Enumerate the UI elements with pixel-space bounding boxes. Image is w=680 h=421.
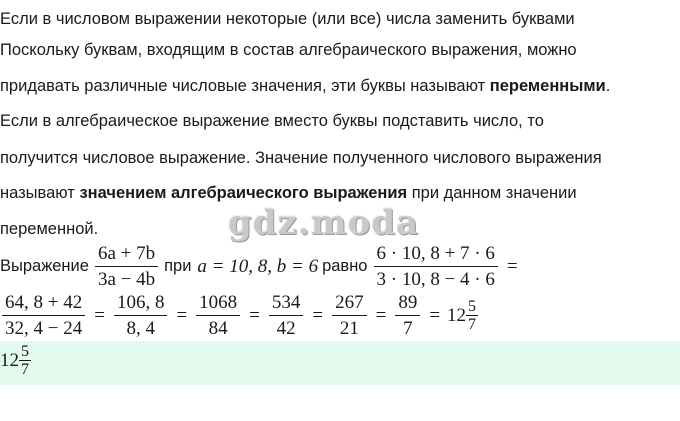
step-fraction-5 — [332, 292, 367, 339]
mixed-number-fraction — [466, 298, 478, 333]
text-line-5: получится числовое выражение. Значение полученного числового выражения — [0, 149, 602, 167]
example-word-equals: равно — [322, 257, 368, 275]
equals-sign: = — [249, 304, 260, 326]
step-fraction-2 — [114, 292, 168, 339]
step-fraction-3 — [196, 292, 240, 339]
expression-denominator: 3a − 4b — [97, 269, 156, 290]
example-row — [0, 243, 525, 290]
watermark-logo: gdz.moda — [228, 203, 420, 243]
step-3-numerator: 1068 — [196, 292, 240, 316]
example-condition: a = 10, 8, b = 6 — [197, 255, 319, 277]
term-expression-value: значением алгебраического выражения — [79, 184, 408, 202]
text-line-1: Если в числовом выражении некоторые (или все) числа заменить буквами — [0, 10, 575, 28]
substituted-denominator: 3 · 10, 8 − 4 · 6 — [376, 269, 495, 290]
term-variables: переменными — [489, 77, 606, 95]
substituted-fraction — [374, 243, 498, 290]
text-line-6-start: называют — [0, 184, 80, 202]
equals-sign: = — [94, 304, 105, 326]
step-3-denominator: 84 — [208, 318, 228, 339]
text-line-4: Если в алгебраическое выражение вместо буквы подставить число, то — [0, 112, 544, 130]
expression-numerator: 6a + 7b — [95, 243, 158, 267]
equals-sign: = — [506, 255, 518, 277]
step-fraction-4 — [269, 292, 304, 339]
text-line-3-start: придавать различные числовые значения, эти буквы называют — [0, 77, 490, 95]
mixed-numerator: 5 — [468, 298, 477, 315]
substituted-numerator: 6 · 10, 8 + 7 · 6 — [374, 243, 498, 267]
mixed-number-whole: 12 — [447, 304, 467, 326]
step-2-denominator: 8, 4 — [126, 318, 155, 339]
text-line-6 — [0, 183, 577, 203]
equals-sign: = — [176, 304, 188, 326]
equals-sign: = — [312, 304, 324, 326]
step-6-denominator: 7 — [403, 318, 413, 339]
equals-sign: = — [375, 304, 387, 326]
answer-value — [0, 343, 31, 378]
step-fraction-1 — [2, 292, 85, 339]
text-line-2: Поскольку буквам, входящим в состав алгебраического выражения, можно — [0, 41, 577, 59]
text-line-3-end: . — [605, 77, 611, 95]
text-line-6-end: при данном значении — [407, 184, 577, 202]
step-2-numerator: 106, 8 — [114, 292, 168, 316]
example-word-at: при — [164, 257, 192, 275]
example-word-expression: Выражение — [0, 257, 89, 275]
text-line-3 — [0, 76, 610, 96]
answer-numerator: 5 — [21, 343, 29, 360]
calculation-chain — [0, 292, 478, 339]
equals-sign: = — [429, 304, 441, 326]
answer-fraction — [19, 343, 31, 378]
step-5-numerator: 267 — [332, 292, 367, 316]
step-1-numerator: 64, 8 + 42 — [2, 292, 85, 316]
step-5-denominator: 21 — [339, 318, 359, 339]
text-line-7: переменной. — [0, 220, 99, 238]
step-4-numerator: 534 — [269, 292, 304, 316]
expression-fraction — [95, 243, 158, 290]
step-4-denominator: 42 — [276, 318, 296, 339]
step-1-denominator: 32, 4 − 24 — [5, 318, 83, 339]
mixed-denominator: 7 — [468, 316, 477, 333]
step-fraction-6 — [395, 292, 420, 339]
answer-block — [0, 341, 680, 385]
answer-whole: 12 — [0, 349, 19, 371]
answer-denominator: 7 — [21, 361, 29, 378]
step-6-numerator: 89 — [395, 292, 420, 316]
